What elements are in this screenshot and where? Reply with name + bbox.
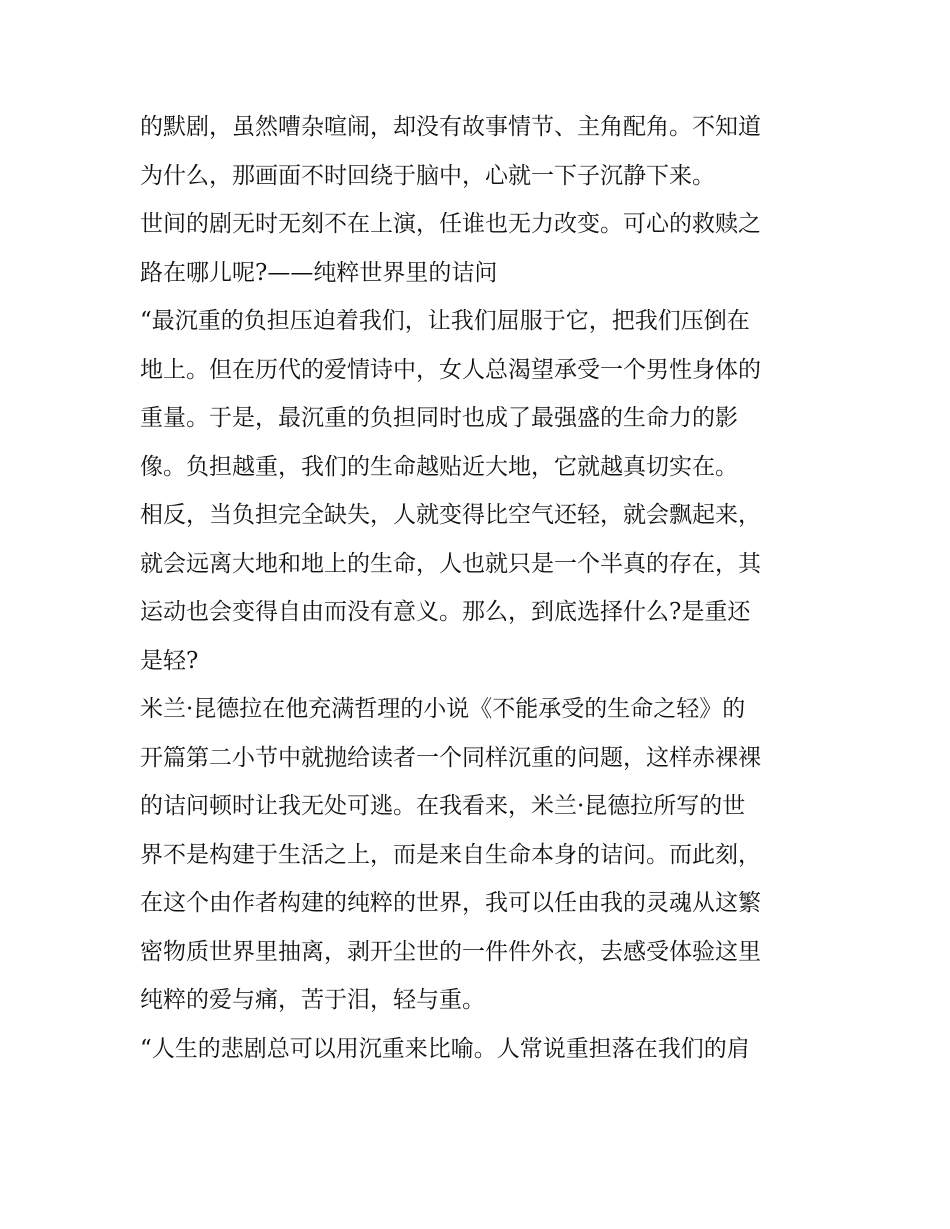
text-line: 是轻? bbox=[140, 647, 199, 674]
text-line: 路在哪儿呢?——纯粹世界里的诘问 bbox=[140, 259, 498, 286]
text-line: 地上。但在历代的爱情诗中，女人总渴望承受一个男性身体的 bbox=[140, 356, 761, 383]
text-line: 密物质世界里抽离，剥开尘世的一件件外衣，去感受体验这里 bbox=[140, 938, 761, 965]
text-line: “最沉重的负担压迫着我们，让我们屈服于它，把我们压倒在 bbox=[140, 308, 750, 334]
text-line: 开篇第二小节中就抛给读者一个同样沉重的问题，这样赤裸裸 bbox=[140, 744, 761, 771]
text-line: 运动也会变得自由而没有意义。那么，到底选择什么?是重还 bbox=[140, 599, 751, 625]
text-line: 纯粹的爱与痛，苦于泪，轻与重。 bbox=[140, 987, 485, 1013]
text-line: 界不是构建于生活之上，而是来自生命本身的诘问。而此刻， bbox=[140, 841, 761, 868]
text-line: 的默剧，虽然嘈杂喧闹，却没有故事情节、主角配角。不知道 bbox=[140, 114, 761, 140]
body-text bbox=[140, 103, 820, 1073]
text-line: 米兰·昆德拉在他充满哲理的小说《不能承受的生命之轻》的 bbox=[140, 696, 746, 722]
text-line: 为什么，那画面不时回绕于脑中，心就一下子沉静下来。 bbox=[140, 162, 715, 189]
text-line: 相反，当负担完全缺失，人就变得比空气还轻，就会飘起来， bbox=[140, 502, 761, 528]
text-line: 重量。于是，最沉重的负担同时也成了最强盛的生命力的影 bbox=[140, 405, 738, 431]
text-line: 在这个由作者构建的纯粹的世界，我可以任由我的灵魂从这繁 bbox=[140, 890, 761, 916]
text-line: 像。负担越重，我们的生命越贴近大地，它就越真切实在。 bbox=[140, 453, 738, 480]
text-line: 就会远离大地和地上的生命，人也就只是一个半真的存在，其 bbox=[140, 550, 761, 577]
text-line: 世间的剧无时无刻不在上演，任谁也无力改变。可心的救赎之 bbox=[140, 211, 761, 237]
text-line: “人生的悲剧总可以用沉重来比喻。人常说重担落在我们的肩 bbox=[140, 1035, 750, 1062]
text-line: 的诘问顿时让我无处可逃。在我看来，米兰·昆德拉所写的世 bbox=[140, 793, 746, 819]
